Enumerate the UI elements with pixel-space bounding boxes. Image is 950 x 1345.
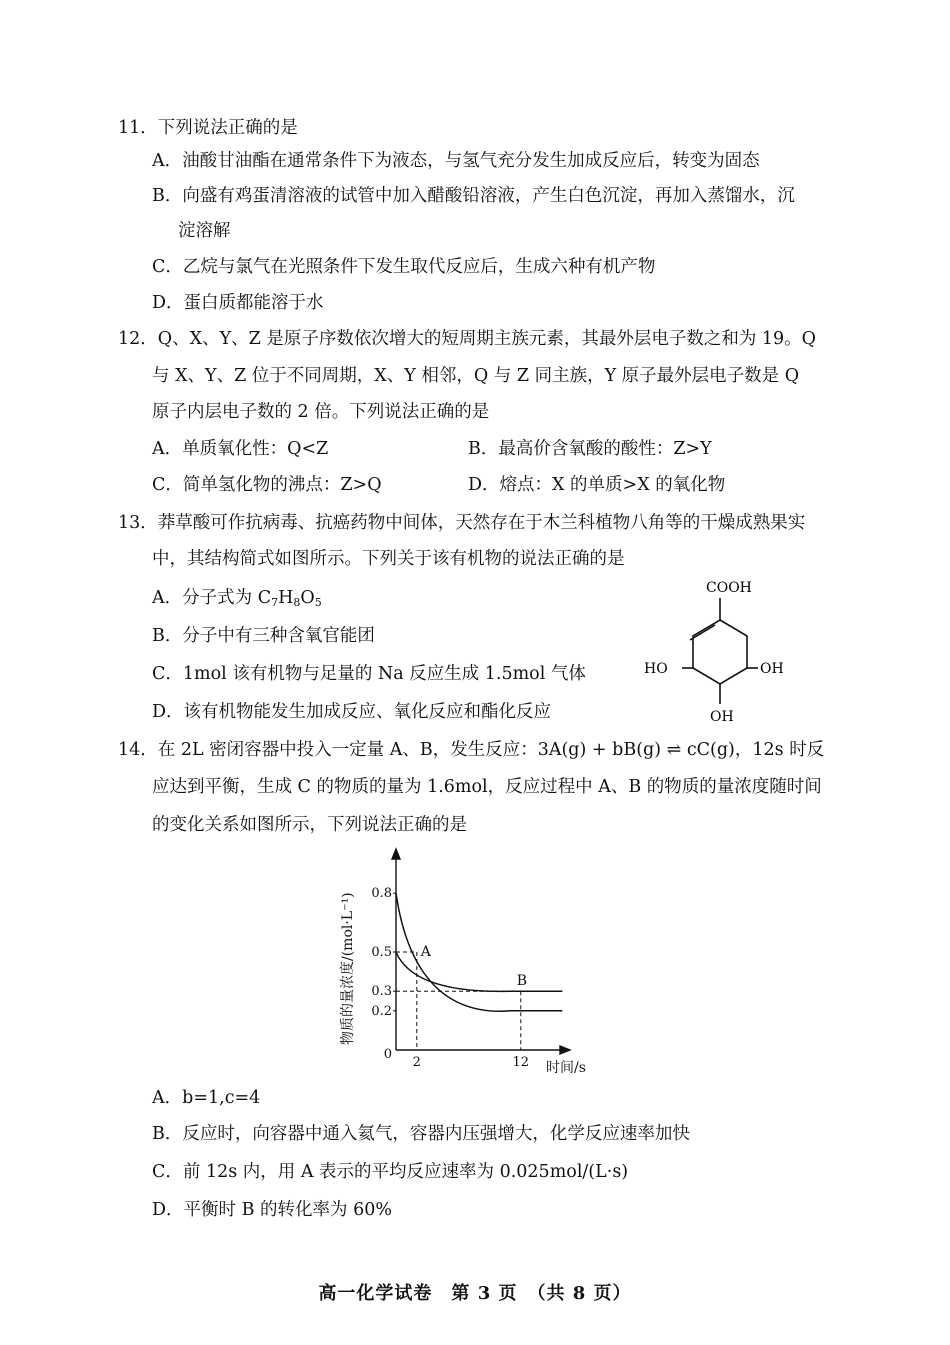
series-a-label: A xyxy=(420,944,431,960)
q14-option-b: B．反应时，向容器中通入氦气，容器内压强增大，化学反应速率加快 xyxy=(152,1124,690,1144)
q14-stem-3: 的变化关系如图所示，下列说法正确的是 xyxy=(152,815,467,835)
q12-stem-2: 与 X、Y、Z 位于不同周期，X、Y 相邻，Q 与 Z 同主族，Y 原子最外层电子数是 Q xyxy=(152,366,800,386)
q12-stem-1: 12．Q、X、Y、Z 是原子序数依次增大的短周期主族元素，其最外层电子数之和为 19。Q xyxy=(118,329,817,349)
x-tick-label: 12 xyxy=(512,1055,530,1070)
q11-option-b: B．向盛有鸡蛋清溶液的试管中加入醋酸铅溶液，产生白色沉淀，再加入蒸馏水，沉 xyxy=(152,186,795,206)
page-footer: 高一化学试卷 第 3 页 （共 8 页） xyxy=(318,1283,632,1304)
oh-bottom-label: OH xyxy=(710,709,734,725)
q12-stem-3: 原子内层电子数的 2 倍。下列说法正确的是 xyxy=(152,402,490,422)
q13-option-a xyxy=(152,586,322,615)
q13-option-b: B．分子中有三种含氧官能团 xyxy=(152,626,375,646)
y-tick-label: 0.5 xyxy=(371,945,392,960)
q13-option-c: C．1mol 该有机物与足量的 Na 反应生成 1.5mol 气体 xyxy=(152,664,586,684)
q13-option-d: D．该有机物能发生加成反应、氧化反应和酯化反应 xyxy=(152,702,552,722)
y-tick-label: 0.8 xyxy=(371,886,392,902)
q11-option-d: D．蛋白质都能溶于水 xyxy=(152,293,324,313)
y-tick-label: 0.3 xyxy=(371,984,392,1000)
q12-option-a: A．单质氧化性：Q<Z xyxy=(152,439,329,459)
y-tick-label: 0 xyxy=(383,1047,392,1062)
x-tick-label: 2 xyxy=(412,1055,421,1070)
q13-stem-1: 13．莽草酸可作抗病毒、抗癌药物中间体，天然存在于木兰科植物八角等的干燥成熟果实 xyxy=(118,513,806,533)
q11-option-a: A．油酸甘油酯在通常条件下为液态，与氢气充分发生加成反应后，转变为固态 xyxy=(152,151,760,171)
q14-option-c: C．前 12s 内，用 A 表示的平均反应速率为 0.025mol/(L·s) xyxy=(152,1162,629,1182)
q11-stem: 11．下列说法正确的是 xyxy=(118,118,298,138)
q14-option-d: D．平衡时 B 的转化率为 60% xyxy=(152,1200,392,1220)
q14-stem-2: 应达到平衡，生成 C 的物质的量为 1.6mol，反应过程中 A、B 的物质的量浓度随时间 xyxy=(152,777,822,797)
concentration-time-chart xyxy=(330,845,600,1080)
q12-option-b: B．最高价含氧酸的酸性：Z>Y xyxy=(468,439,712,459)
q11-option-c: C．乙烷与氯气在光照条件下发生取代反应后，生成六种有机产物 xyxy=(152,257,656,277)
series-b-label: B xyxy=(516,973,528,990)
y-tick-label: 0.2 xyxy=(371,1003,392,1019)
q12-option-d: D．熔点：X 的单质>X 的氧化物 xyxy=(468,475,726,495)
cooh-label: COOH xyxy=(706,580,752,596)
q12-option-c: C．简单氢化物的沸点：Z>Q xyxy=(152,475,382,495)
ho-left-label: HO xyxy=(644,661,668,677)
q14-option-a: A．b=1,c=4 xyxy=(152,1088,261,1108)
q13-stem-2: 中，其结构简式如图所示。下列关于该有机物的说法正确的是 xyxy=(152,549,625,569)
oh-right-label: OH xyxy=(760,661,784,677)
q14-stem-1: 14．在 2L 密闭容器中投入一定量 A、B，发生反应：3A(g) + bB(g) ⇌ cC(g)，12s 时反 xyxy=(118,740,825,760)
x-axis-label: 时间/s xyxy=(546,1060,586,1076)
molecular-formula: $C_7H_8O_5$ xyxy=(257,588,322,609)
q13-option-a-prefix: A．分子式为 xyxy=(152,588,258,608)
shikimic-acid-structure xyxy=(630,570,810,730)
y-axis-label: 物质的量浓度/(mol·L⁻¹) xyxy=(340,892,356,1045)
q11-option-b-cont: 淀溶解 xyxy=(178,221,231,241)
